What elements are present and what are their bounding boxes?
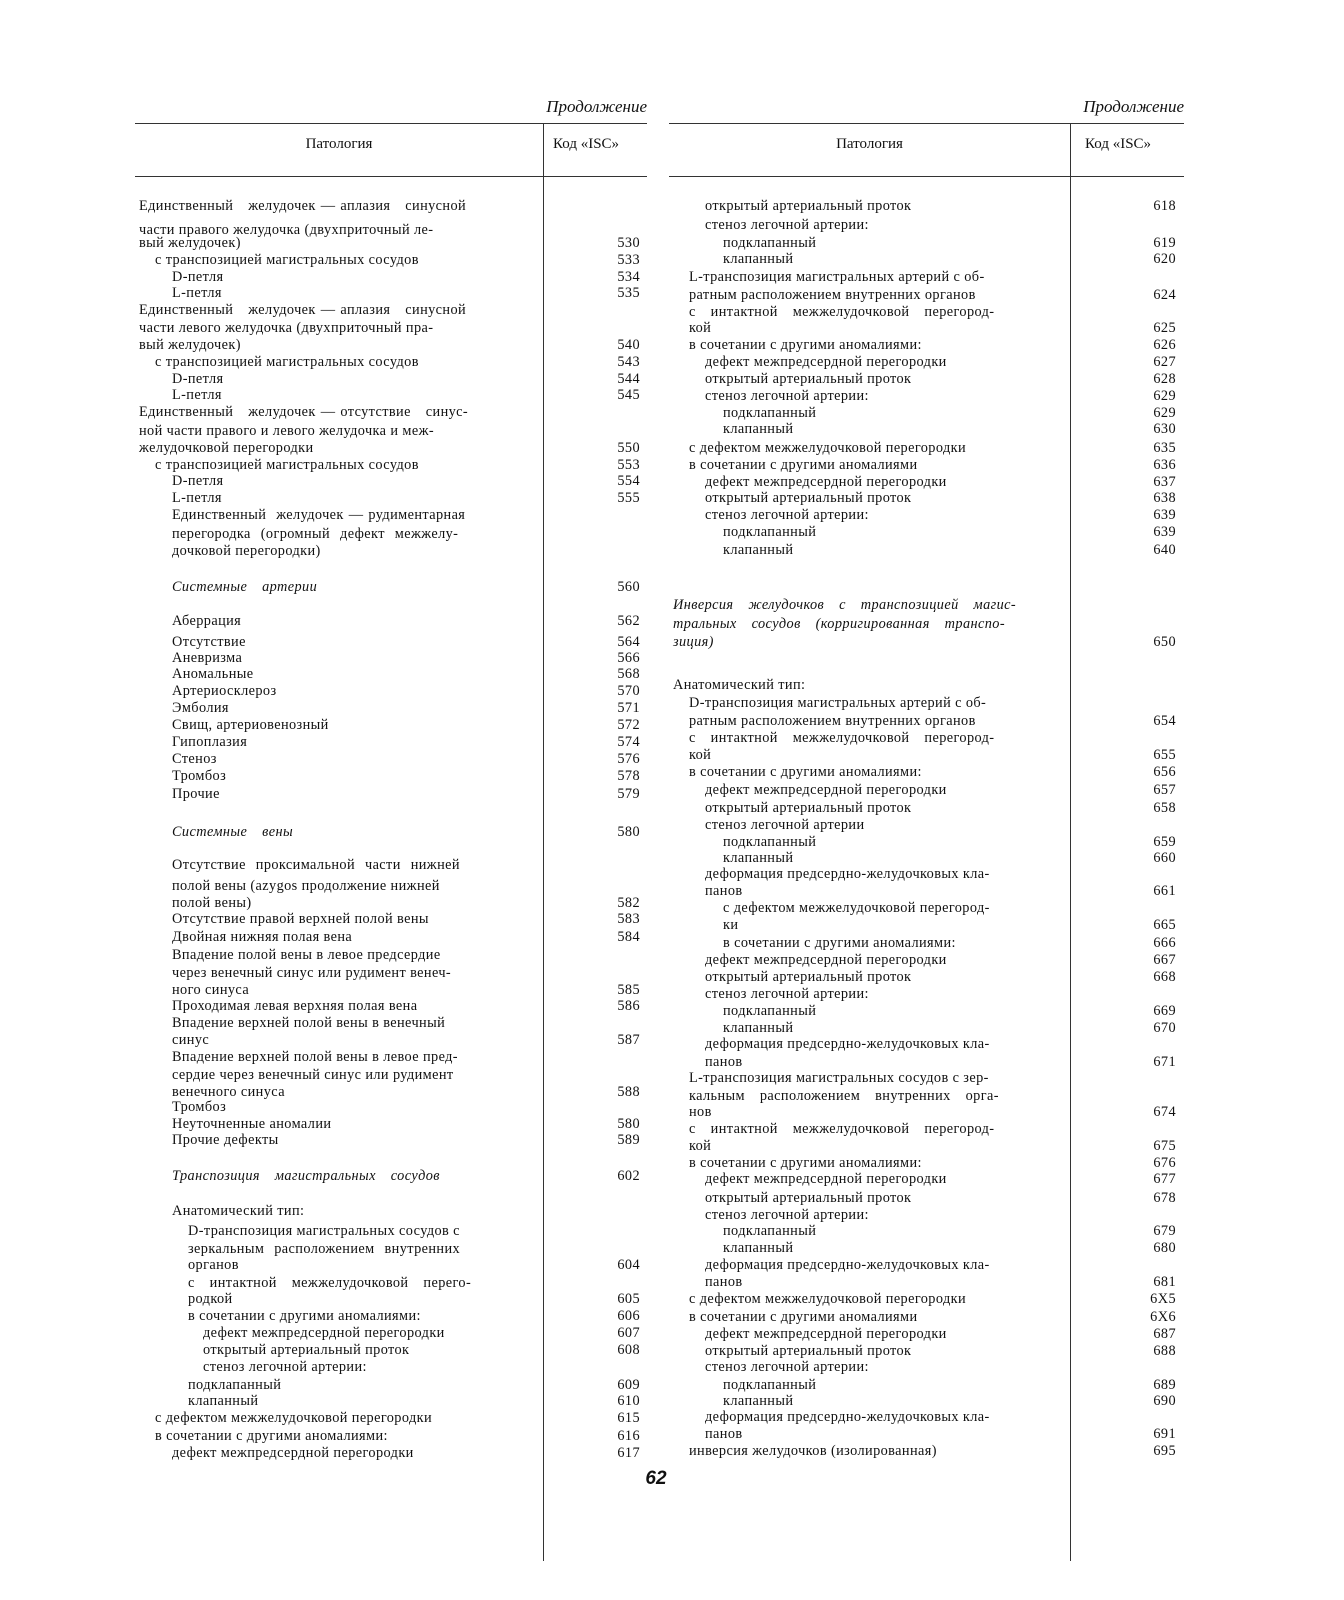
pathology-text: тральных сосудов (корригированная транспо- xyxy=(673,616,1006,632)
isc-code: 626 xyxy=(1153,337,1176,353)
pathology-text: инверсия желудочков (изолированная) xyxy=(689,1443,937,1459)
pathology-text: подклапанный xyxy=(723,1223,817,1239)
isc-code: 562 xyxy=(617,613,640,629)
pathology-text: стеноз легочной артерии: xyxy=(705,217,869,233)
pathology-text: части левого желудочка (двухприточный пра- xyxy=(139,320,434,336)
pathology-text: деформация предсердно-желудочковых кла- xyxy=(705,1257,990,1273)
isc-code: 620 xyxy=(1153,251,1176,267)
isc-code: 580 xyxy=(617,824,640,840)
pathology-text: клапанный xyxy=(723,251,794,267)
column-divider xyxy=(543,123,544,1561)
pathology-text: дефект межпредсердной перегородки xyxy=(705,1326,947,1342)
isc-code: 553 xyxy=(617,457,640,473)
pathology-text: с дефектом межжелудочковой перегородки xyxy=(689,440,967,456)
isc-code: 554 xyxy=(617,473,640,489)
pathology-text: дочковой перегородки) xyxy=(172,543,321,559)
pathology-text: Отсутствие правой верхней полой вены xyxy=(172,911,429,927)
pathology-text: L-петля xyxy=(172,490,222,506)
isc-code: 544 xyxy=(617,371,640,387)
pathology-text: стеноз легочной артерии: xyxy=(203,1359,367,1375)
pathology-text: Аберрация xyxy=(172,613,242,629)
isc-code: 583 xyxy=(617,911,640,927)
isc-code: 691 xyxy=(1153,1426,1176,1442)
pathology-text: клапанный xyxy=(723,542,794,558)
pathology-text: открытый артериальный проток xyxy=(705,371,912,387)
isc-code: 636 xyxy=(1153,457,1176,473)
isc-code: 618 xyxy=(1153,198,1176,214)
pathology-text: открытый артериальный проток xyxy=(705,490,912,506)
isc-code: 535 xyxy=(617,285,640,301)
isc-code: 638 xyxy=(1153,490,1176,506)
isc-code: 661 xyxy=(1153,883,1176,899)
isc-code: 639 xyxy=(1153,524,1176,540)
pathology-text: панов xyxy=(705,1274,743,1290)
isc-code: 530 xyxy=(617,235,640,251)
pathology-text: открытый артериальный проток xyxy=(203,1342,410,1358)
isc-code: 688 xyxy=(1153,1343,1176,1359)
isc-code: 579 xyxy=(617,786,640,802)
pathology-text: органов xyxy=(188,1257,239,1273)
isc-code: 668 xyxy=(1153,969,1176,985)
pathology-text: полой вены (azygos продолжение нижней xyxy=(172,878,440,894)
pathology-text: дефект межпредсердной перегородки xyxy=(172,1445,414,1461)
isc-code: 658 xyxy=(1153,800,1176,816)
isc-code: 564 xyxy=(617,634,640,650)
pathology-text: кой xyxy=(689,1138,712,1154)
pathology-text: D-петля xyxy=(172,269,224,285)
isc-code: 667 xyxy=(1153,952,1176,968)
pathology-text: Отсутствие xyxy=(172,634,246,650)
pathology-text: открытый артериальный проток xyxy=(705,1343,912,1359)
isc-code: 637 xyxy=(1153,474,1176,490)
pathology-text: Прочие дефекты xyxy=(172,1132,279,1148)
pathology-text: нов xyxy=(689,1104,712,1120)
isc-code: 660 xyxy=(1153,850,1176,866)
isc-code: 629 xyxy=(1153,405,1176,421)
pathology-text: дефект межпредсердной перегородки xyxy=(705,952,947,968)
pathology-text: родкой xyxy=(188,1291,233,1307)
pathology-text: клапанный xyxy=(188,1393,259,1409)
isc-code: 627 xyxy=(1153,354,1176,370)
isc-code: 630 xyxy=(1153,421,1176,437)
pathology-text: с транспозицией магистральных сосудов xyxy=(155,457,419,473)
isc-code: 568 xyxy=(617,666,640,682)
pathology-text: Впадение полой вены в левое предсердие xyxy=(172,947,441,963)
pathology-text: Тромбоз xyxy=(172,768,227,784)
pathology-text: L-транспозиция магистральных сосудов с зер- xyxy=(689,1070,989,1086)
pathology-text: ного синуса xyxy=(172,982,250,998)
pathology-text: Отсутствие проксимальной части нижней xyxy=(172,857,460,873)
isc-code: 659 xyxy=(1153,834,1176,850)
isc-code: 578 xyxy=(617,768,640,784)
pathology-text: стеноз легочной артерии: xyxy=(705,986,869,1002)
isc-code: 695 xyxy=(1153,1443,1176,1459)
isc-code: 584 xyxy=(617,929,640,945)
pathology-text: ратным расположением внутренних органов xyxy=(689,287,976,303)
isc-code: 679 xyxy=(1153,1223,1176,1239)
pathology-text: в сочетании с другими аномалиями: xyxy=(689,337,922,353)
pathology-text: кой xyxy=(689,747,712,763)
pathology-text: с транспозицией магистральных сосудов xyxy=(155,354,419,370)
pathology-text: Системные вены xyxy=(172,824,294,840)
isc-code: 690 xyxy=(1153,1393,1176,1409)
pathology-text: кальным расположением внутренних орга- xyxy=(689,1088,999,1104)
pathology-text: Прочие xyxy=(172,786,220,802)
isc-code: 615 xyxy=(617,1410,640,1426)
isc-code: 604 xyxy=(617,1257,640,1273)
continuation-label: Продолжение xyxy=(1083,97,1184,116)
isc-code: 6Х6 xyxy=(1150,1309,1176,1325)
isc-code: 6Х5 xyxy=(1150,1291,1176,1307)
isc-code: 619 xyxy=(1153,235,1176,251)
pathology-text: Системные артерии xyxy=(172,579,318,595)
isc-code: 628 xyxy=(1153,371,1176,387)
pathology-text: стеноз легочной артерии: xyxy=(705,507,869,523)
pathology-text: вый желудочек) xyxy=(139,235,241,251)
isc-code: 588 xyxy=(617,1084,640,1100)
pathology-text: Инверсия желудочков с транспозицией магис- xyxy=(673,597,1017,613)
pathology-text: стеноз легочной артерии: xyxy=(705,388,869,404)
isc-code: 671 xyxy=(1153,1054,1176,1070)
pathology-text: D-петля xyxy=(172,473,224,489)
isc-code: 566 xyxy=(617,650,640,666)
pathology-text: Тромбоз xyxy=(172,1099,227,1115)
pathology-text: через венечный синус или рудимент венеч- xyxy=(172,965,452,981)
pathology-text: вый желудочек) xyxy=(139,337,241,353)
table-header xyxy=(135,123,647,177)
isc-code: 609 xyxy=(617,1377,640,1393)
isc-code: 670 xyxy=(1153,1020,1176,1036)
header-code: Код «ISC» xyxy=(1085,136,1152,152)
pathology-text: Гипоплазия xyxy=(172,734,248,750)
pathology-text: в сочетании с другими аномалиями: xyxy=(155,1428,388,1444)
isc-code: 543 xyxy=(617,354,640,370)
isc-code: 629 xyxy=(1153,388,1176,404)
isc-code: 624 xyxy=(1153,287,1176,303)
pathology-text: подклапанный xyxy=(723,1003,817,1019)
pathology-text: дефект межпредсердной перегородки xyxy=(705,782,947,798)
pathology-text: с транспозицией магистральных сосудов xyxy=(155,252,419,268)
pathology-text: подклапанный xyxy=(188,1377,282,1393)
pathology-text: панов xyxy=(705,1426,743,1442)
isc-code: 576 xyxy=(617,751,640,767)
pathology-text: панов xyxy=(705,1054,743,1070)
isc-code: 681 xyxy=(1153,1274,1176,1290)
pathology-text: ратным расположением внутренних органов xyxy=(689,713,976,729)
pathology-text: Двойная нижняя полая вена xyxy=(172,929,353,945)
pathology-text: с интактной межжелудочковой перего- xyxy=(188,1275,472,1291)
isc-code: 560 xyxy=(617,579,640,595)
pathology-text: кой xyxy=(689,320,712,336)
pathology-text: Впадение верхней полой вены в левое пред- xyxy=(172,1049,458,1065)
isc-code: 572 xyxy=(617,717,640,733)
isc-code: 677 xyxy=(1153,1171,1176,1187)
pathology-text: в сочетании с другими аномалиями: xyxy=(723,935,956,951)
pathology-text: Неуточненные аномалии xyxy=(172,1116,332,1132)
isc-code: 656 xyxy=(1153,764,1176,780)
isc-code: 570 xyxy=(617,683,640,699)
pathology-text: ки xyxy=(723,917,739,933)
pathology-text: дефект межпредсердной перегородки xyxy=(203,1325,445,1341)
continuation-label: Продолжение xyxy=(546,97,647,116)
pathology-text: открытый артериальный проток xyxy=(705,969,912,985)
isc-code: 687 xyxy=(1153,1326,1176,1342)
pathology-text: Проходимая левая верхняя полая вена xyxy=(172,998,418,1014)
header-pathology: Патология xyxy=(305,136,373,152)
pathology-text: сердие через венечный синус или рудимент xyxy=(172,1067,454,1083)
pathology-text: Впадение верхней полой вены в венечный xyxy=(172,1015,446,1031)
isc-code: 635 xyxy=(1153,440,1176,456)
pathology-text: с интактной межжелудочковой перегород- xyxy=(689,1121,995,1137)
pathology-text: с интактной межжелудочковой перегород- xyxy=(689,304,995,320)
isc-code: 616 xyxy=(617,1428,640,1444)
pathology-text: части правого желудочка (двухприточный ле- xyxy=(139,222,434,238)
isc-code: 640 xyxy=(1153,542,1176,558)
pathology-text: клапанный xyxy=(723,421,794,437)
isc-code: 669 xyxy=(1153,1003,1176,1019)
pathology-text: подклапанный xyxy=(723,1377,817,1393)
isc-code: 678 xyxy=(1153,1190,1176,1206)
pathology-text: клапанный xyxy=(723,850,794,866)
isc-code: 665 xyxy=(1153,917,1176,933)
pathology-text: в сочетании с другими аномалиями: xyxy=(188,1308,421,1324)
isc-code: 605 xyxy=(617,1291,640,1307)
table-header xyxy=(669,123,1184,177)
isc-code: 650 xyxy=(1153,634,1176,650)
isc-code: 610 xyxy=(617,1393,640,1409)
pathology-text: с дефектом межжелудочковой перегородки xyxy=(155,1410,433,1426)
pathology-text: Единственный желудочек — отсутствие синус- xyxy=(139,404,469,420)
pathology-text: подклапанный xyxy=(723,235,817,251)
pathology-text: L-петля xyxy=(172,387,222,403)
isc-code: 606 xyxy=(617,1308,640,1324)
pathology-text: зиция) xyxy=(673,634,714,650)
page-number: 62 xyxy=(645,1468,667,1489)
pathology-text: дефект межпредсердной перегородки xyxy=(705,354,947,370)
isc-code: 617 xyxy=(617,1445,640,1461)
pathology-text: синус xyxy=(172,1032,210,1048)
isc-code: 608 xyxy=(617,1342,640,1358)
pathology-text: панов xyxy=(705,883,743,899)
pathology-text: желудочковой перегородки xyxy=(139,440,314,456)
isc-code: 674 xyxy=(1153,1104,1176,1120)
pathology-text: Эмболия xyxy=(172,700,229,716)
pathology-text: Единственный желудочек — аплазия синусной xyxy=(139,302,467,318)
isc-code: 676 xyxy=(1153,1155,1176,1171)
pathology-text: Свищ, артериовенозный xyxy=(172,717,329,733)
pathology-text: деформация предсердно-желудочковых кла- xyxy=(705,1409,990,1425)
isc-code: 540 xyxy=(617,337,640,353)
isc-code: 585 xyxy=(617,982,640,998)
isc-code: 639 xyxy=(1153,507,1176,523)
pathology-text: Транспозиция магистральных сосудов xyxy=(172,1168,440,1184)
isc-code: 574 xyxy=(617,734,640,750)
isc-code: 602 xyxy=(617,1168,640,1184)
pathology-text: в сочетании с другими аномалиями: xyxy=(689,1155,922,1171)
pathology-text: в сочетании с другими аномалиями xyxy=(689,1309,918,1325)
isc-code: 571 xyxy=(617,700,640,716)
pathology-text: зеркальным расположением внутренних xyxy=(188,1241,461,1257)
isc-code: 589 xyxy=(617,1132,640,1148)
pathology-text: Единственный желудочек — аплазия синусной xyxy=(139,198,467,214)
column-divider xyxy=(1070,123,1071,1561)
isc-code: 680 xyxy=(1153,1240,1176,1256)
pathology-text: ной части правого и левого желудочка и меж- xyxy=(139,423,435,439)
pathology-text: подклапанный xyxy=(723,834,817,850)
pathology-text: перегородка (огромный дефект межжелу- xyxy=(172,526,459,542)
pathology-text: с интактной межжелудочковой перегород- xyxy=(689,730,995,746)
isc-code: 550 xyxy=(617,440,640,456)
isc-code: 675 xyxy=(1153,1138,1176,1154)
pathology-text: подклапанный xyxy=(723,524,817,540)
pathology-text: с дефектом межжелудочковой перегород- xyxy=(723,900,990,916)
pathology-text: Аномальные xyxy=(172,666,254,682)
pathology-text: L-транспозиция магистральных артерий с об- xyxy=(689,269,985,285)
pathology-text: деформация предсердно-желудочковых кла- xyxy=(705,1036,990,1052)
header-code: Код «ISC» xyxy=(553,136,620,152)
pathology-text: дефект межпредсердной перегородки xyxy=(705,474,947,490)
pathology-text: клапанный xyxy=(723,1240,794,1256)
pathology-text: открытый артериальный проток xyxy=(705,198,912,214)
isc-code: 607 xyxy=(617,1325,640,1341)
pathology-text: Анатомический тип: xyxy=(172,1203,305,1219)
isc-code: 582 xyxy=(617,895,640,911)
pathology-text: в сочетании с другими аномалиями xyxy=(689,457,918,473)
pathology-text: открытый артериальный проток xyxy=(705,800,912,816)
pathology-text: полой вены) xyxy=(172,895,252,911)
pathology-text: D-транспозиция магистральных артерий с об- xyxy=(689,695,987,711)
pathology-text: Единственный желудочек — рудиментарная xyxy=(172,507,466,523)
pathology-text: Аневризма xyxy=(172,650,243,666)
isc-code: 534 xyxy=(617,269,640,285)
isc-code: 666 xyxy=(1153,935,1176,951)
pathology-text: D-транспозиция магистральных сосудов с xyxy=(188,1223,460,1239)
isc-code: 655 xyxy=(1153,747,1176,763)
pathology-text: Стеноз xyxy=(172,751,217,767)
pathology-text: в сочетании с другими аномалиями: xyxy=(689,764,922,780)
isc-code: 625 xyxy=(1153,320,1176,336)
isc-code: 545 xyxy=(617,387,640,403)
isc-code: 587 xyxy=(617,1032,640,1048)
isc-code: 555 xyxy=(617,490,640,506)
pathology-text: подклапанный xyxy=(723,405,817,421)
isc-code: 533 xyxy=(617,252,640,268)
pathology-text: деформация предсердно-желудочковых кла- xyxy=(705,866,990,882)
pathology-text: стеноз легочной артерии xyxy=(705,817,865,833)
isc-code: 654 xyxy=(1153,713,1176,729)
header-pathology: Патология xyxy=(836,136,903,152)
pathology-text: дефект межпредсердной перегородки xyxy=(705,1171,947,1187)
pathology-text: Артериосклероз xyxy=(172,683,277,699)
pathology-text: L-петля xyxy=(172,285,222,301)
pathology-text: стеноз легочной артерии: xyxy=(705,1207,869,1223)
isc-code: 657 xyxy=(1153,782,1176,798)
pathology-text: Анатомический тип: xyxy=(673,677,806,693)
pathology-text: открытый артериальный проток xyxy=(705,1190,912,1206)
isc-code: 586 xyxy=(617,998,640,1014)
pathology-text: стеноз легочной артерии: xyxy=(705,1359,869,1375)
pathology-text: венечного синуса xyxy=(172,1084,285,1100)
pathology-text: клапанный xyxy=(723,1020,794,1036)
isc-code: 580 xyxy=(617,1116,640,1132)
pathology-text: D-петля xyxy=(172,371,224,387)
pathology-text: с дефектом межжелудочковой перегородки xyxy=(689,1291,967,1307)
pathology-text: клапанный xyxy=(723,1393,794,1409)
isc-code: 689 xyxy=(1153,1377,1176,1393)
